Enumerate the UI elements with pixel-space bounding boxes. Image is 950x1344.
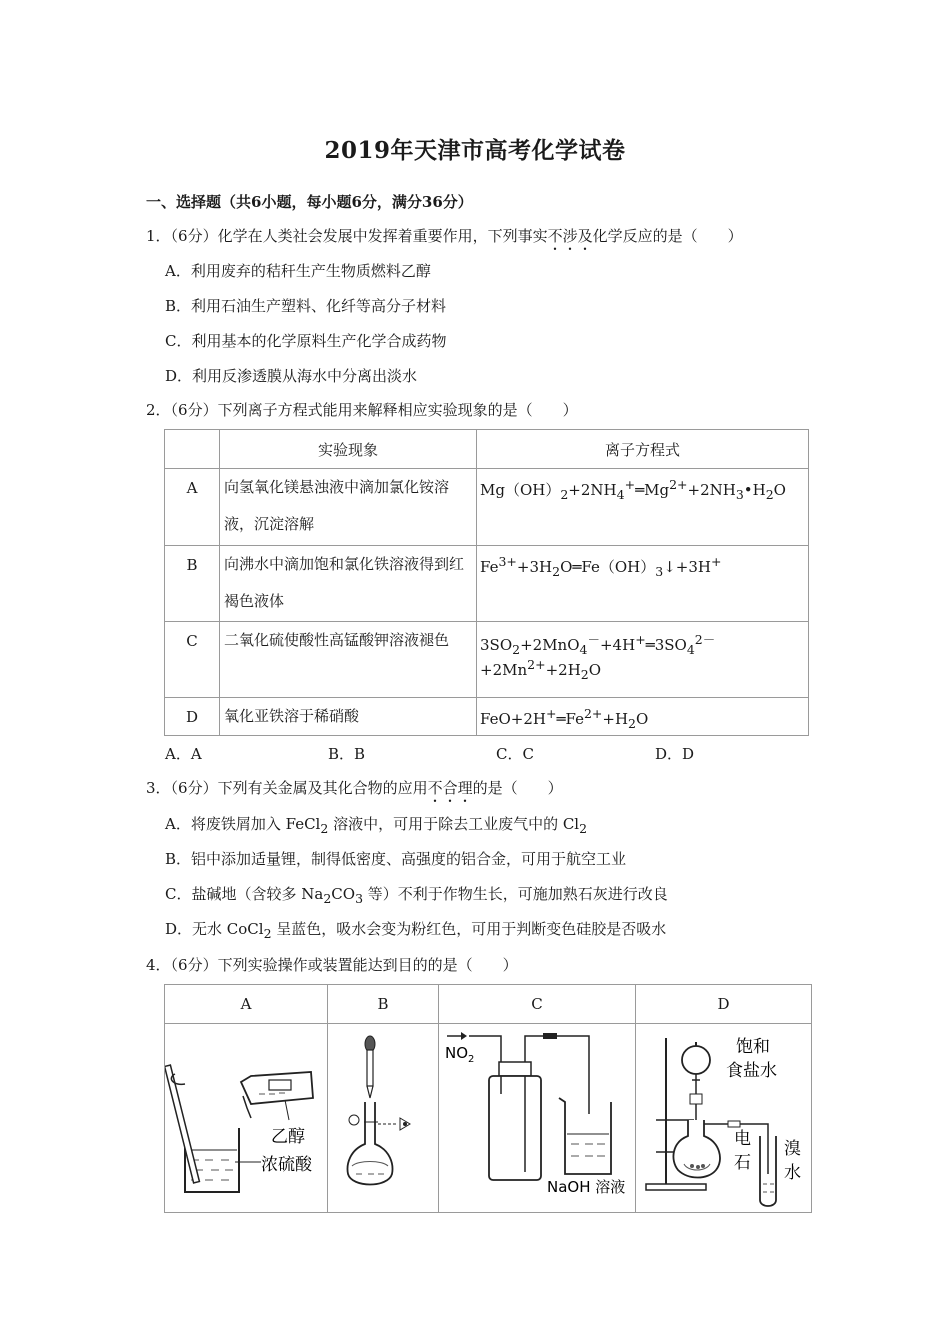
column-header-c: C [439,985,636,1024]
row-phenomenon: 二氧化硫使酸性高锰酸钾溶液褪色 [220,622,477,698]
page-title: 2019年天津市高考化学试卷 [324,137,626,164]
row-label: C [165,622,220,698]
question-1-option-b[interactable]: B．利用石油生产塑料、化纤等高分子材料 [165,297,447,315]
row-equation: $FeO+2H^+═Fe^{2+}+H_2O$ [477,698,809,736]
question-4-table [164,984,812,1213]
label-bromine-1: 溴 [784,1139,801,1159]
label-conc-sulfuric-acid: 浓硫酸 [261,1155,312,1175]
question-1-option-d[interactable]: D．利用反渗透膜从海水中分离出淡水 [165,367,418,385]
column-header-a: A [165,985,328,1024]
row-phenomenon: 氧化亚铁溶于稀硝酸 [220,698,477,736]
row-equation: $3SO_2+2MnO_4^-+4H^+═3SO_4^{2-}+2Mn^{2+}+2H_2O$ [477,622,809,698]
table-row [165,546,809,622]
question-1-option-c[interactable]: C．利用基本的化学原料生产化学合成药物 [165,332,447,350]
label-carbide-2: 石 [734,1153,751,1173]
question-3-option-c[interactable]: C．盐碱地（含较多 $Na_2CO_3$ 等）不利于作物生长，可施加熟石灰进行改良 [165,885,668,906]
label-saturated: 饱和 [736,1037,770,1057]
apparatus-a [165,1024,328,1213]
section-heading: 一、选择题（共6小题，每小题6分，满分36分） [146,193,473,211]
label-brine: 食盐水 [726,1061,777,1081]
apparatus-a-diagram [165,1024,327,1212]
question-2-stem: 2．（6分）下列离子方程式能用来解释相应实验现象的是（ ） [146,401,578,419]
apparatus-c [439,1024,636,1213]
column-header-d: D [636,985,812,1024]
table-header-phenomenon: 实验现象 [220,430,477,469]
question-1-stem: 1．（6分）化学在人类社会发展中发挥着重要作用，下列事实不涉及化学反应的是（ ） [146,227,743,245]
table-row [165,622,809,698]
apparatus-b [328,1024,439,1213]
apparatus-b-diagram [328,1024,438,1212]
label-ethanol: 乙醇 [271,1127,305,1147]
question-2-answer-a[interactable]: A．A [165,745,202,763]
row-phenomenon: 向氢氧化镁悬浊液中滴加氯化铵溶液，沉淀溶解 [220,469,477,546]
label-no2: $NO_2$ [445,1044,475,1065]
label-bromine-2: 水 [784,1163,801,1183]
question-2-table [164,429,809,736]
question-2-answer-d[interactable]: D．D [655,745,695,763]
row-phenomenon: 向沸水中滴加饱和氯化铁溶液得到红褐色液体 [220,546,477,622]
column-header-b: B [328,985,439,1024]
row-label: B [165,546,220,622]
question-3-stem: 3．（6分）下列有关金属及其化合物的应用不合理的是（ ） [146,779,563,797]
emphasis-text: 不涉及 [547,227,593,245]
question-2-answer-c[interactable]: C．C [496,745,534,763]
row-label: D [165,698,220,736]
question-4-stem: 4．（6分）下列实验操作或装置能达到目的的是（ ） [146,956,518,974]
question-2-answer-b[interactable]: B．B [328,745,366,763]
question-3-option-b[interactable]: B．铝中添加适量锂，制得低密度、高强度的铝合金，可用于航空工业 [165,850,627,868]
apparatus-d [636,1024,812,1213]
question-3-option-a[interactable]: A．将废铁屑加入 FeCl$_2$ 溶液中，可用于除去工业废气中的 $Cl_2$ [165,815,588,836]
row-label: A [165,469,220,546]
apparatus-d-diagram [636,1024,811,1212]
question-3-option-d[interactable]: D．无水 CoCl$_2$ 呈蓝色，吸水会变为粉红色，可用于判断变色硅胶是否吸水 [165,920,667,941]
table-header-equation: 离子方程式 [477,430,809,469]
table-row [165,698,809,736]
emphasis-text: 不合理 [427,779,473,797]
apparatus-c-diagram [439,1024,635,1212]
label-carbide-1: 电 [734,1129,751,1149]
row-equation: $Fe^{3+}+3H_2O═Fe(OH)_3↓+3H^+$ [477,546,809,622]
table-header-blank [165,430,220,469]
row-equation: $Mg(OH)_2+2NH_4^+═Mg^{2+}+2NH_3•H_2O$ [477,469,809,546]
table-row [165,469,809,546]
question-1-option-a[interactable]: A．利用废弃的秸秆生产生物质燃料乙醇 [165,262,431,280]
label-naoh-solution: NaOH 溶液 [547,1178,626,1196]
